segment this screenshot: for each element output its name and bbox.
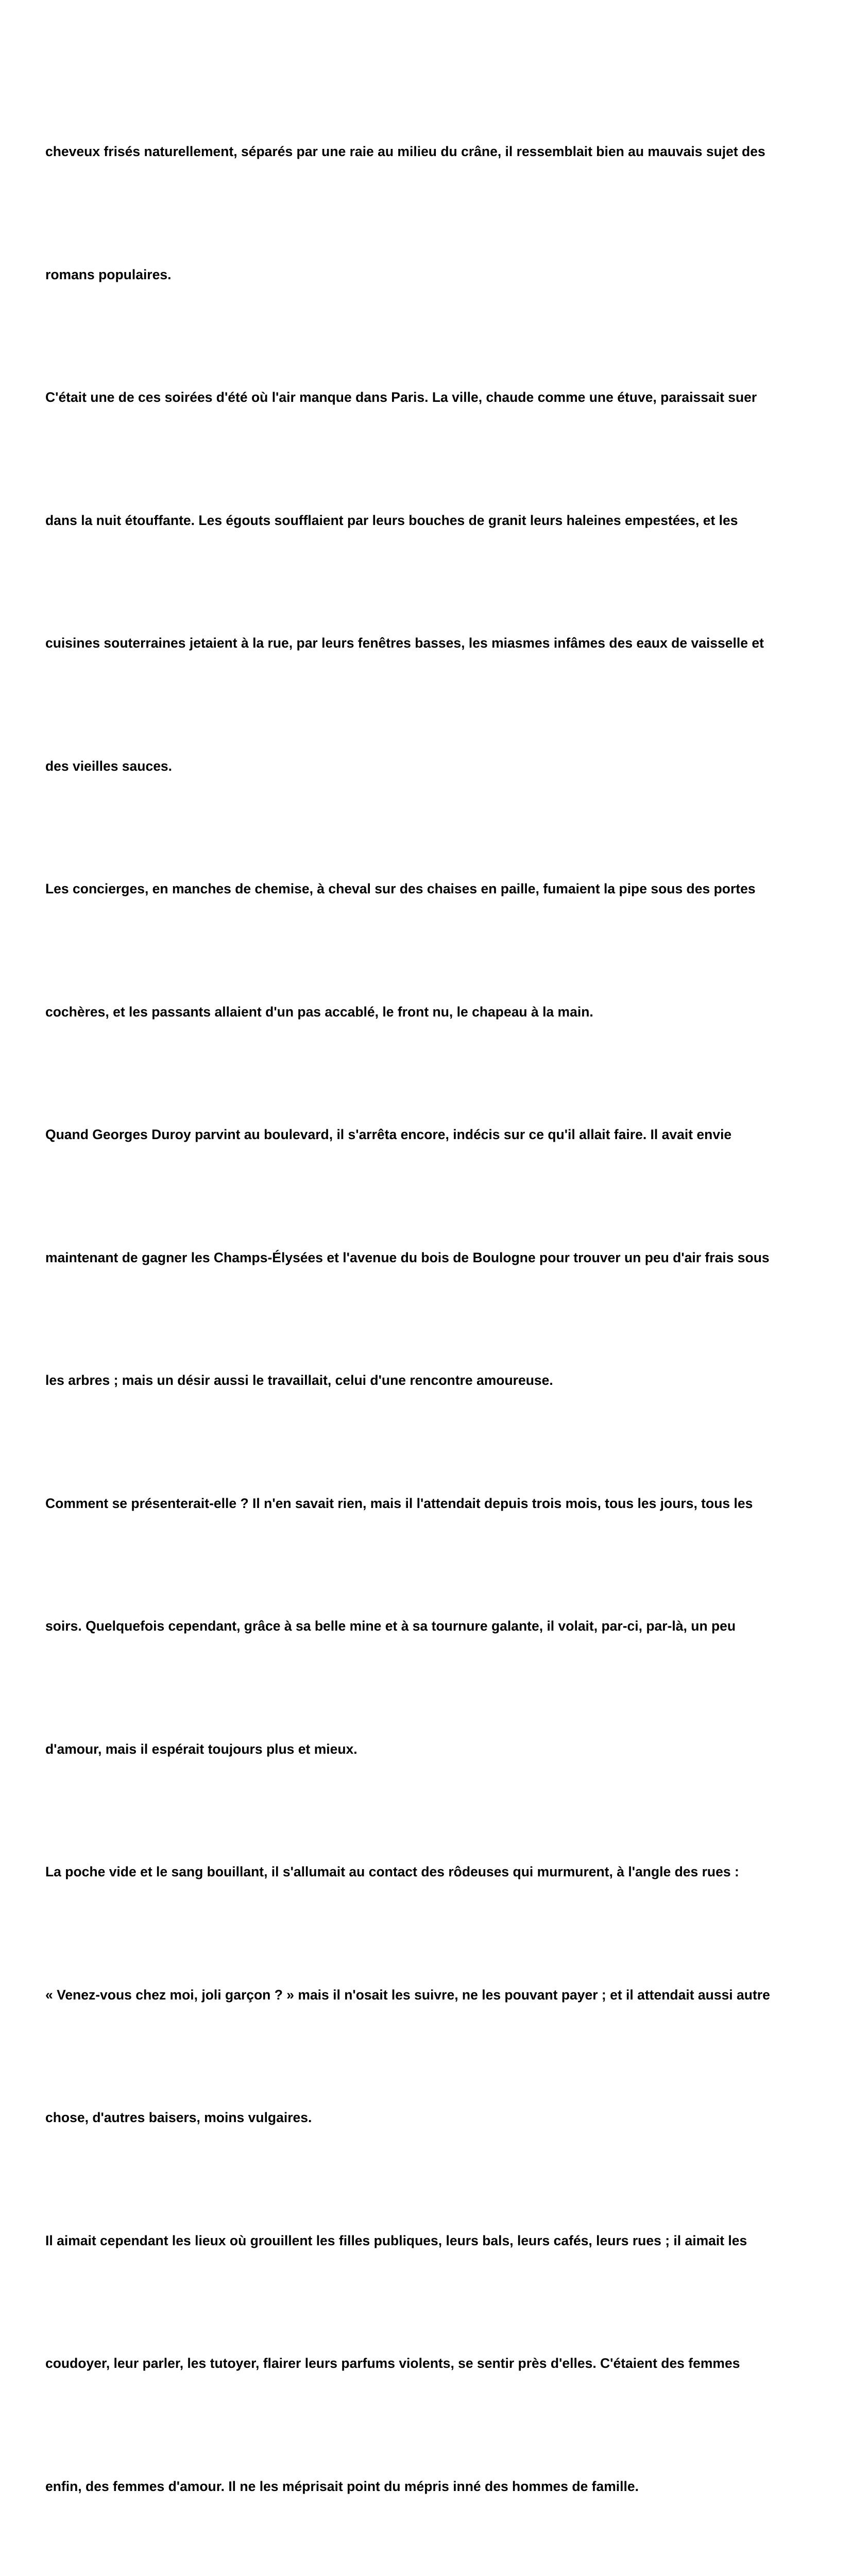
text-line: soirs. Quelquefois cependant, grâce à sa belle mine et à sa tournure galante, il volait, par-ci, par-là, un peu: [45, 1618, 736, 1634]
text-line: C'était une de ces soirées d'été où l'air manque dans Paris. La ville, chaude comme une étuve, paraissait suer: [45, 389, 757, 405]
text-line: Quand Georges Duroy parvint au boulevard, il s'arrêta encore, indécis sur ce qu'il allait faire. Il avait envie: [45, 1127, 732, 1142]
text-line: maintenant de gagner les Champs-Élysées et l'avenue du bois de Boulogne pour trouver un peu d'air frais sous: [45, 1249, 770, 1265]
text-line: les arbres ; mais un désir aussi le travaillait, celui d'une rencontre amoureuse.: [45, 1372, 553, 1388]
text-line: chose, d'autres baisers, moins vulgaires.: [45, 2110, 312, 2125]
text-line: romans populaires.: [45, 266, 172, 282]
text-line: Les concierges, en manches de chemise, à cheval sur des chaises en paille, fumaient la pipe sous des portes: [45, 881, 756, 896]
text-line: enfin, des femmes d'amour. Il ne les méprisait point du mépris inné des hommes de famille.: [45, 2478, 639, 2494]
text-line: La poche vide et le sang bouillant, il s'allumait au contact des rôdeuses qui murmurent, à l'angle des rues :: [45, 1864, 739, 1879]
text-line: cochères, et les passants allaient d'un pas accablé, le front nu, le chapeau à la main.: [45, 1004, 593, 1020]
body-text: [45, 49, 818, 2576]
text-line: cuisines souterraines jetaient à la rue, par leurs fenêtres basses, les miasmes infâmes des eaux de vaisselle et: [45, 635, 764, 651]
text-line: « Venez-vous chez moi, joli garçon ? » mais il n'osait les suivre, ne les pouvant payer ; et il attendait aussi autre: [45, 1987, 770, 2003]
text-line: coudoyer, leur parler, les tutoyer, flairer leurs parfums violents, se sentir près d'elles. C'étaient des femmes: [45, 2355, 740, 2371]
text-line: Il aimait cependant les lieux où grouillent les filles publiques, leurs bals, leurs cafés, leurs rues ; il aimait les: [45, 2232, 747, 2248]
text-line: cheveux frisés naturellement, séparés par une raie au milieu du crâne, il ressemblait bien au mauvais sujet des: [45, 144, 765, 159]
text-line: d'amour, mais il espérait toujours plus et mieux.: [45, 1741, 357, 1757]
text-line: Comment se présenterait-elle ? Il n'en savait rien, mais il l'attendait depuis trois mois, tous les jours, tous les: [45, 1495, 753, 1511]
text-line: dans la nuit étouffante. Les égouts soufflaient par leurs bouches de granit leurs haleines empestées, et les: [45, 512, 738, 528]
text-line: des vieilles sauces.: [45, 758, 173, 774]
